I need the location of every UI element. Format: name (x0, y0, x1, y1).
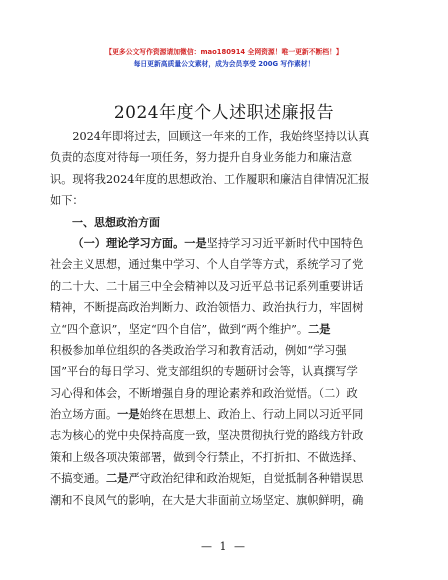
point-marker-bold: 二是 (308, 322, 331, 336)
paragraph-line: 志为核心的党中央保持高度一致，坚决贯彻执行党的路线方针政 (50, 429, 364, 443)
paragraph-line: 积极参加单位组织的各类政治学习和教育活动，例如“学习强 (50, 343, 347, 357)
paragraph-line: 社会主义思想，通过集中学习、个人自学等方式，系统学习了党 (50, 258, 364, 272)
paragraph-line: 潮和不良风气的影响，在大是大非面前立场坚定、旗帜鲜明，确 (50, 493, 364, 507)
promo-banner-line-1: 【更多公文写作资源请加微信：mao180914 全网资源！唯一更新不断档！】 (105, 48, 343, 56)
paragraph-text: 不搞变通。 (50, 472, 106, 486)
paragraph-line (50, 233, 402, 254)
paragraph-line: 习心得和体会，不断增强自身的理论素养和政治觉悟。（二）政 (50, 386, 358, 400)
paragraph-line: 策和上级各项决策部署，做到令行禁止，不打折扣、不做选择、 (50, 450, 364, 464)
document-title: 2024年度个人述职述廉报告 (113, 103, 335, 123)
paragraph-line (50, 319, 402, 340)
subheading-bold: （一）理论学习方面。一是 (72, 236, 207, 250)
paragraph-line: 精神，不断提高政治判断力、政治领悟力、政治执行力，牢固树 (50, 301, 364, 315)
paragraph-line (50, 468, 402, 489)
paragraph-line: 识。现将我2024年度的思想政治、工作履职和廉洁自律情况汇报 (50, 172, 370, 186)
paragraph-line: 负责的态度对待每一项任务，努力提升自身业务能力和廉洁意 (50, 151, 353, 165)
paragraph-line (50, 404, 402, 425)
section-heading: 一、思想政治方面 (72, 215, 160, 229)
paragraph-text: 立“四个意识”，坚定“四个自信”，做到“两个维护”。 (50, 322, 309, 336)
paragraph-text: 始终在思想上、政治上、行动上同以习近平同 (139, 408, 364, 422)
paragraph-text: 坚持学习习近平新时代中国特色 (206, 236, 364, 250)
paragraph-text: 治立场方面。 (50, 408, 118, 422)
document-body (50, 126, 402, 511)
paragraph-line: 2024年即将过去，回顾这一年来的工作，我始终坚持以认真 (72, 130, 370, 143)
paragraph-line: 如下： (50, 194, 84, 208)
page-number: — 1 — (201, 540, 247, 553)
point-marker-bold: 一是 (117, 408, 140, 422)
promo-banner-line-2: 每日更新高质量公文素材，成为会员享受 200G 写作素材！ (133, 60, 315, 68)
paragraph-line: 的二十大、二十届三中全会精神以及习近平总书记系列重要讲话 (50, 279, 364, 293)
point-marker-bold: 二是 (105, 472, 129, 486)
paragraph-text: 严守政治纪律和政治规矩，自觉抵制各种错误思 (128, 472, 364, 486)
paragraph-line: 国”平台的每日学习、党支部组织的专题研讨会等，认真撰写学 (50, 365, 358, 379)
